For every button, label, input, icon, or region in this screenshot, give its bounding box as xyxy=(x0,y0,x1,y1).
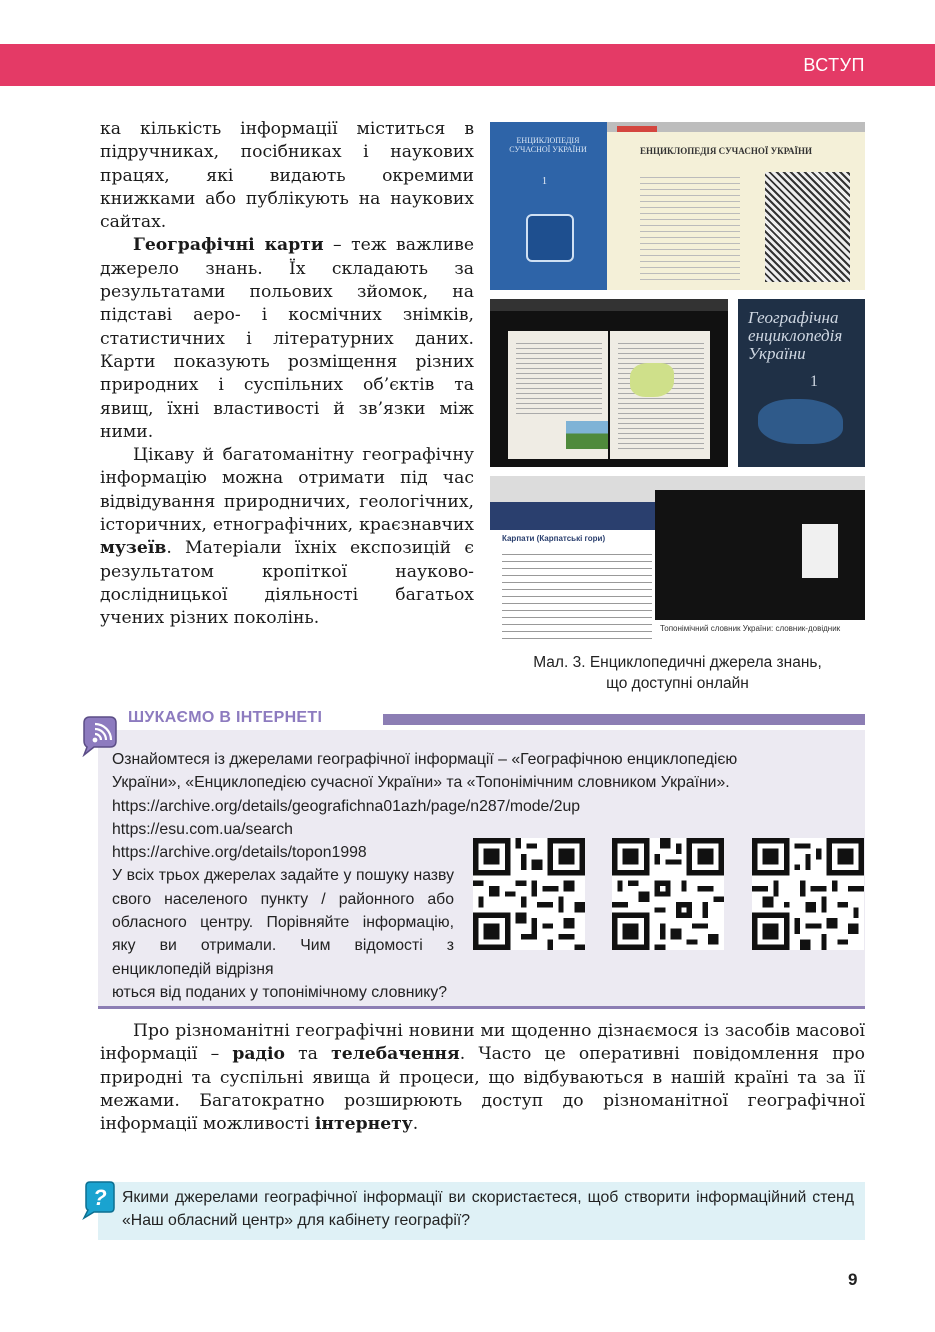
esu-page-heading: ЕНЦИКЛОПЕДІЯ СУЧАСНОЇ УКРАЇНИ xyxy=(640,146,813,156)
question-mark-icon xyxy=(80,1180,120,1220)
search-task-last-line: ються від поданих у топонімічному словнику? xyxy=(112,983,448,1001)
search-title-rule xyxy=(383,714,865,725)
qr-code-geo-encyclopedia[interactable] xyxy=(473,838,585,950)
toponym-caption: Топонімічний словник України: словник-довідник xyxy=(660,624,841,633)
search-intro-line1: Ознайомтеся із джерелами географічної інформації – «Географічною енциклопедією xyxy=(112,751,738,768)
figure-caption xyxy=(490,652,865,694)
ukraine-map-icon xyxy=(758,399,843,444)
geo-encyclopedia-spread-photo xyxy=(490,299,728,467)
qr-code-toponym-dictionary[interactable] xyxy=(752,838,864,950)
bottom-text-4: . xyxy=(412,1114,419,1135)
figure-caption-line2: що доступні онлайн xyxy=(606,675,749,692)
term-radio: радіо xyxy=(232,1044,285,1065)
esu-ornament-image xyxy=(765,172,850,282)
site-article-title: Карпати (Карпатські гори) xyxy=(502,534,606,543)
esu-encyclopedia-photo xyxy=(490,122,865,290)
page-number: 9 xyxy=(848,1270,858,1289)
esu-cover-title: ЕНЦИКЛОПЕДІЯ СУЧАСНОЇ УКРАЇНИ xyxy=(509,136,587,154)
question-text: Якими джерелами географічної інформації ви скористаєтеся, щоб створити інформаційний стенд «Наш обласний центр» для кабінету географії? xyxy=(122,1189,854,1229)
link-geo-encyclopedia[interactable]: https://archive.org/details/geografichna01azh/page/n287/mode/2up xyxy=(112,797,581,815)
geo-encyclopedia-cover-photo: Географічна енциклопедія України 1 xyxy=(738,299,865,467)
left-text-column xyxy=(100,118,474,631)
websites-screenshot-photo xyxy=(490,476,865,644)
paragraph-3 xyxy=(100,444,474,630)
qr-code-esu[interactable] xyxy=(612,838,724,950)
paragraph-3-end: . Матеріали їхніх експозицій є результатом кропіткої науково-дослідницької діяльності багатьох учених різних поколінь. xyxy=(100,538,474,629)
landscape-thumbnail xyxy=(566,421,608,449)
paragraph-2 xyxy=(100,234,474,444)
paragraph-1: ка кількість інформації міститься в підручниках, посібниках і наукових працях, які видають окремими книжками або публікують на наукових сайтах. xyxy=(100,119,474,233)
link-esu[interactable]: https://esu.com.ua/search xyxy=(112,820,293,838)
figure-caption-line1: Мал. 3. Енциклопедичні джерела знань, xyxy=(533,654,822,671)
bottom-text-3: . Часто це оперативні повідомлення про природні та суспільні явища й процеси, що відбуваються в нашій країні та за її межами. Багатократно розширюють доступ до різноманітної географічної інформації можливості xyxy=(100,1044,865,1135)
geo-cover-title: Географічна енциклопедія України xyxy=(748,308,843,363)
bottom-paragraph xyxy=(100,1020,865,1136)
term-internet: інтернету xyxy=(314,1114,413,1135)
link-toponym-dictionary[interactable]: https://archive.org/details/topon1998 xyxy=(112,844,367,862)
term-maps: Географічні карти xyxy=(133,235,324,256)
search-section-title: ШУКАЄМО В ІНТЕРНЕТІ xyxy=(128,709,323,726)
map-thumbnail xyxy=(630,363,674,397)
term-museums: музеїв xyxy=(100,538,167,559)
header-band xyxy=(0,44,935,86)
term-television: телебачення xyxy=(331,1044,460,1065)
search-intro-line2: України», «Енциклопедією сучасної України» та «Топонімічним словником України». xyxy=(112,774,730,792)
paragraph-3-start: Цікаву й багатоманітну географічну інформацію можна отримати під час відвідування природничих, геологічних, історичних, етнографічних, краєзнавчих xyxy=(100,445,474,536)
svg-text:?: ? xyxy=(93,1185,107,1210)
esu-book-cover: ЕНЦИКЛОПЕДІЯ СУЧАСНОЇ УКРАЇНИ 1 xyxy=(490,122,607,290)
search-task-text: У всіх трьох джерелах задайте у пошуку назву свого населеного пункту / районного або обласного центру. Порівняйте інформацію, яку ви отримали. Чим відомості з енциклопедій відрізня xyxy=(112,867,454,978)
esu-emblem-icon xyxy=(526,214,574,262)
bottom-text-2: та xyxy=(284,1044,332,1065)
section-title: ВСТУП xyxy=(803,55,865,75)
bottom-text-1: Про різноманітні географічні новини ми щоденно дізнаємося із засобів масової інформації – xyxy=(100,1021,865,1065)
paragraph-2-text: – теж важливе джерело знань. Їх складають за результатами польових зйомок, на підставі аеро- і космічних знімків, статистичних і літературних даних. Карти показують розміщення різних природних і суспільних об’єктів та явищ, їхні властивості й зв’язки між ними. xyxy=(100,235,474,442)
